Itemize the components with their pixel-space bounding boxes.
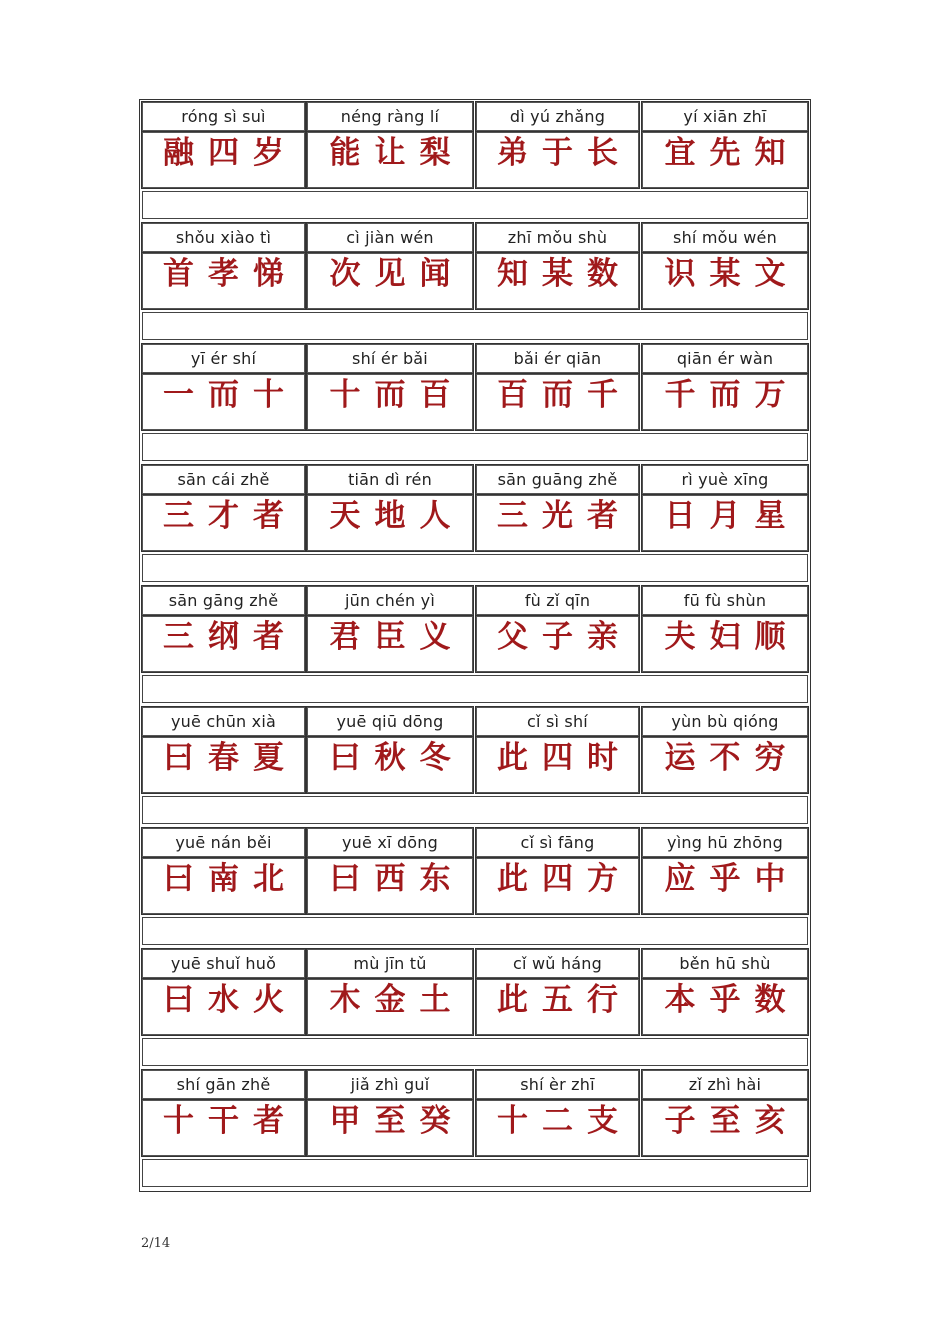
pinyin-cell: zhī mǒu shù (476, 223, 639, 252)
pinyin-cell: cì jiàn wén (307, 223, 473, 252)
hanzi-cell: 应乎中 (642, 858, 808, 914)
pinyin-cell: sān cái zhě (142, 465, 305, 494)
hanzi-cell: 首孝悌 (142, 253, 305, 309)
hanzi-cell: 此四方 (476, 858, 639, 914)
pinyin-cell: qiān ér wàn (642, 344, 808, 373)
pinyin-cell: sān guāng zhě (476, 465, 639, 494)
hanzi-cell: 此五行 (476, 979, 639, 1035)
hanzi-cell: 甲至癸 (307, 1100, 473, 1156)
worksheet-table (139, 99, 811, 1192)
hanzi-cell: 能让梨 (307, 132, 473, 188)
hanzi-cell: 三光者 (476, 495, 639, 551)
hanzi-cell: 十干者 (142, 1100, 305, 1156)
pinyin-cell: shí mǒu wén (642, 223, 808, 252)
pinyin-cell: cǐ sì shí (476, 707, 639, 736)
practice-row (142, 554, 808, 582)
pinyin-cell: zǐ zhì hài (642, 1070, 808, 1099)
practice-row (142, 433, 808, 461)
hanzi-cell: 曰秋冬 (307, 737, 473, 793)
hanzi-cell: 曰水火 (142, 979, 305, 1035)
hanzi-cell: 天地人 (307, 495, 473, 551)
pinyin-cell: róng sì suì (142, 102, 305, 131)
hanzi-cell: 知某数 (476, 253, 639, 309)
practice-row (142, 796, 808, 824)
pinyin-cell: rì yuè xīng (642, 465, 808, 494)
practice-row (142, 1159, 808, 1187)
pinyin-cell: yī ér shí (142, 344, 305, 373)
pinyin-cell: yuē shuǐ huǒ (142, 949, 305, 978)
pinyin-cell: jūn chén yì (307, 586, 473, 615)
hanzi-cell: 融四岁 (142, 132, 305, 188)
hanzi-cell: 识某文 (642, 253, 808, 309)
pinyin-cell: yuē xī dōng (307, 828, 473, 857)
pinyin-cell: shí ér bǎi (307, 344, 473, 373)
pinyin-cell: yí xiān zhī (642, 102, 808, 131)
pinyin-cell: yìng hū zhōng (642, 828, 808, 857)
pinyin-cell: yuē nán běi (142, 828, 305, 857)
hanzi-cell: 曰南北 (142, 858, 305, 914)
practice-row (142, 1038, 808, 1066)
hanzi-cell: 君臣义 (307, 616, 473, 672)
practice-row (142, 191, 808, 219)
pinyin-cell: cǐ sì fāng (476, 828, 639, 857)
hanzi-cell: 本乎数 (642, 979, 808, 1035)
hanzi-cell: 十二支 (476, 1100, 639, 1156)
pinyin-cell: běn hū shù (642, 949, 808, 978)
practice-row (142, 675, 808, 703)
practice-row (142, 917, 808, 945)
pinyin-cell: sān gāng zhě (142, 586, 305, 615)
hanzi-cell: 千而万 (642, 374, 808, 430)
hanzi-cell: 木金土 (307, 979, 473, 1035)
pinyin-cell: fū fù shùn (642, 586, 808, 615)
hanzi-cell: 一而十 (142, 374, 305, 430)
hanzi-cell: 宜先知 (642, 132, 808, 188)
hanzi-cell: 父子亲 (476, 616, 639, 672)
hanzi-cell: 三才者 (142, 495, 305, 551)
pinyin-cell: tiān dì rén (307, 465, 473, 494)
pinyin-cell: yuē qiū dōng (307, 707, 473, 736)
hanzi-cell: 三纲者 (142, 616, 305, 672)
practice-row (142, 312, 808, 340)
hanzi-cell: 日月星 (642, 495, 808, 551)
pinyin-cell: shǒu xiào tì (142, 223, 305, 252)
hanzi-cell: 曰西东 (307, 858, 473, 914)
pinyin-cell: yùn bù qióng (642, 707, 808, 736)
pinyin-cell: néng ràng lí (307, 102, 473, 131)
hanzi-cell: 子至亥 (642, 1100, 808, 1156)
hanzi-cell: 此四时 (476, 737, 639, 793)
hanzi-cell: 弟于长 (476, 132, 639, 188)
hanzi-cell: 夫妇顺 (642, 616, 808, 672)
pinyin-cell: cǐ wǔ háng (476, 949, 639, 978)
hanzi-cell: 百而千 (476, 374, 639, 430)
pinyin-cell: bǎi ér qiān (476, 344, 639, 373)
pinyin-cell: shí èr zhī (476, 1070, 639, 1099)
hanzi-cell: 次见闻 (307, 253, 473, 309)
pinyin-cell: yuē chūn xià (142, 707, 305, 736)
pinyin-cell: jiǎ zhì guǐ (307, 1070, 473, 1099)
page-number: 2/14 (141, 1236, 171, 1251)
hanzi-cell: 运不穷 (642, 737, 808, 793)
hanzi-cell: 十而百 (307, 374, 473, 430)
pinyin-cell: shí gān zhě (142, 1070, 305, 1099)
pinyin-cell: fù zǐ qīn (476, 586, 639, 615)
hanzi-cell: 曰春夏 (142, 737, 305, 793)
pinyin-cell: mù jīn tǔ (307, 949, 473, 978)
pinyin-cell: dì yú zhǎng (476, 102, 639, 131)
